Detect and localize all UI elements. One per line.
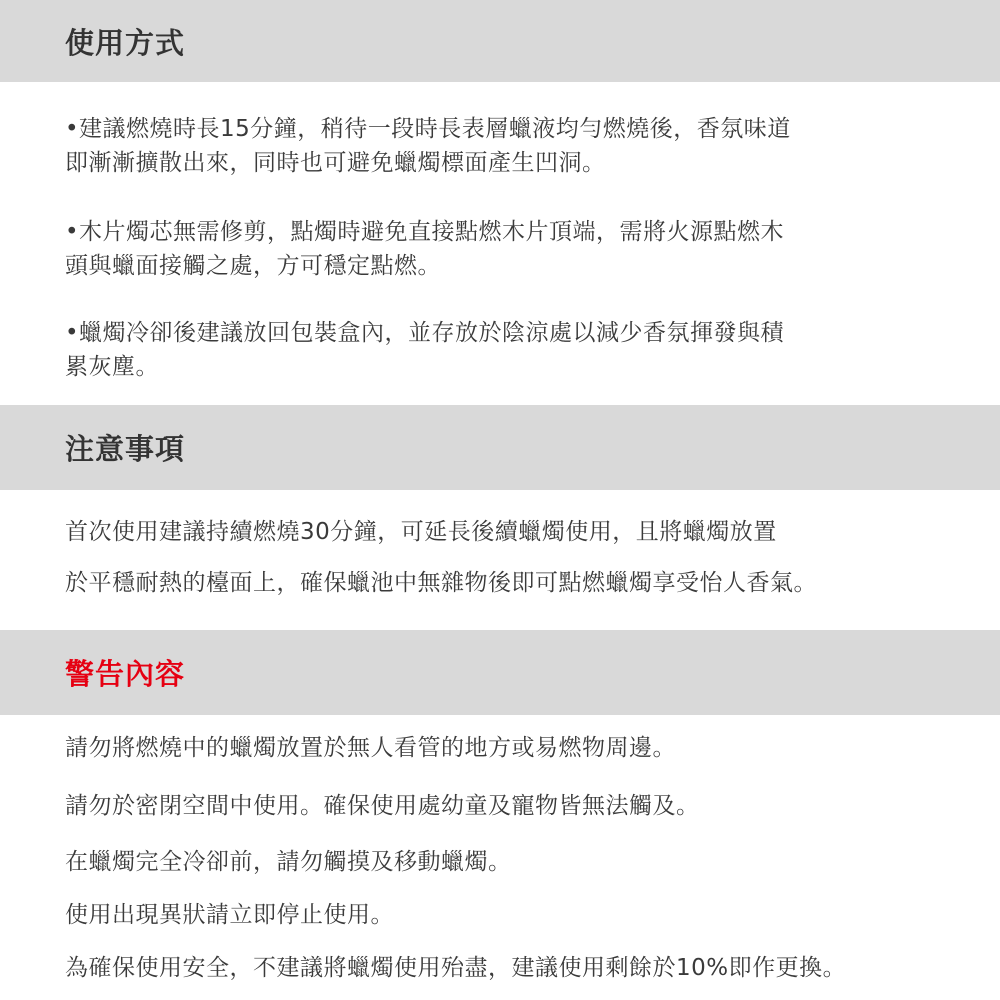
usage-item — [65, 316, 965, 384]
usage-item-line: 即漸漸擴散出來，同時也可避免蠟燭標面產生凹洞。 — [65, 150, 606, 176]
notes-section-title: 注意事項 — [65, 432, 186, 466]
notes-line: 於平穩耐熱的檯面上，確保蠟池中無雜物後即可點燃蠟燭享受怡人香氣。 — [65, 570, 817, 596]
bullet-icon: • — [65, 320, 80, 346]
warning-line: 請勿於密閉空間中使用。確保使用處幼童及寵物皆無法觸及。 — [65, 793, 700, 819]
usage-item — [65, 215, 965, 283]
warning-section-header — [0, 630, 1000, 715]
bullet-icon: • — [65, 116, 80, 142]
usage-item — [65, 112, 965, 180]
usage-section-header — [0, 0, 1000, 82]
bullet-icon: • — [65, 219, 80, 245]
usage-section-title: 使用方式 — [65, 25, 186, 60]
warning-line: 在蠟燭完全冷卻前，請勿觸摸及移動蠟燭。 — [65, 849, 512, 875]
notes-section-header — [0, 405, 1000, 490]
notes-line: 首次使用建議持續燃燒30分鐘，可延長後續蠟燭使用，且將蠟燭放置 — [65, 519, 777, 545]
warning-section-title: 警告內容 — [65, 657, 186, 691]
usage-item-line: 頭與蠟面接觸之處，方可穩定點燃。 — [65, 253, 441, 279]
usage-item-line: •木片燭芯無需修剪，點燭時避免直接點燃木片頂端，需將火源點燃木 — [65, 215, 965, 249]
warning-line: 為確保使用安全，不建議將蠟燭使用殆盡，建議使用剩餘於10%即作更換。 — [65, 955, 847, 981]
warning-line: 請勿將燃燒中的蠟燭放置於無人看管的地方或易燃物周邊。 — [65, 735, 676, 761]
warning-line: 使用出現異狀請立即停止使用。 — [65, 902, 394, 928]
usage-item-line: 累灰塵。 — [65, 354, 159, 380]
usage-item-line: •蠟燭冷卻後建議放回包裝盒內，並存放於陰涼處以減少香氛揮發與積 — [65, 316, 965, 350]
usage-item-line: •建議燃燒時長15分鐘，稍待一段時長表層蠟液均勻燃燒後，香氛味道 — [65, 112, 965, 146]
